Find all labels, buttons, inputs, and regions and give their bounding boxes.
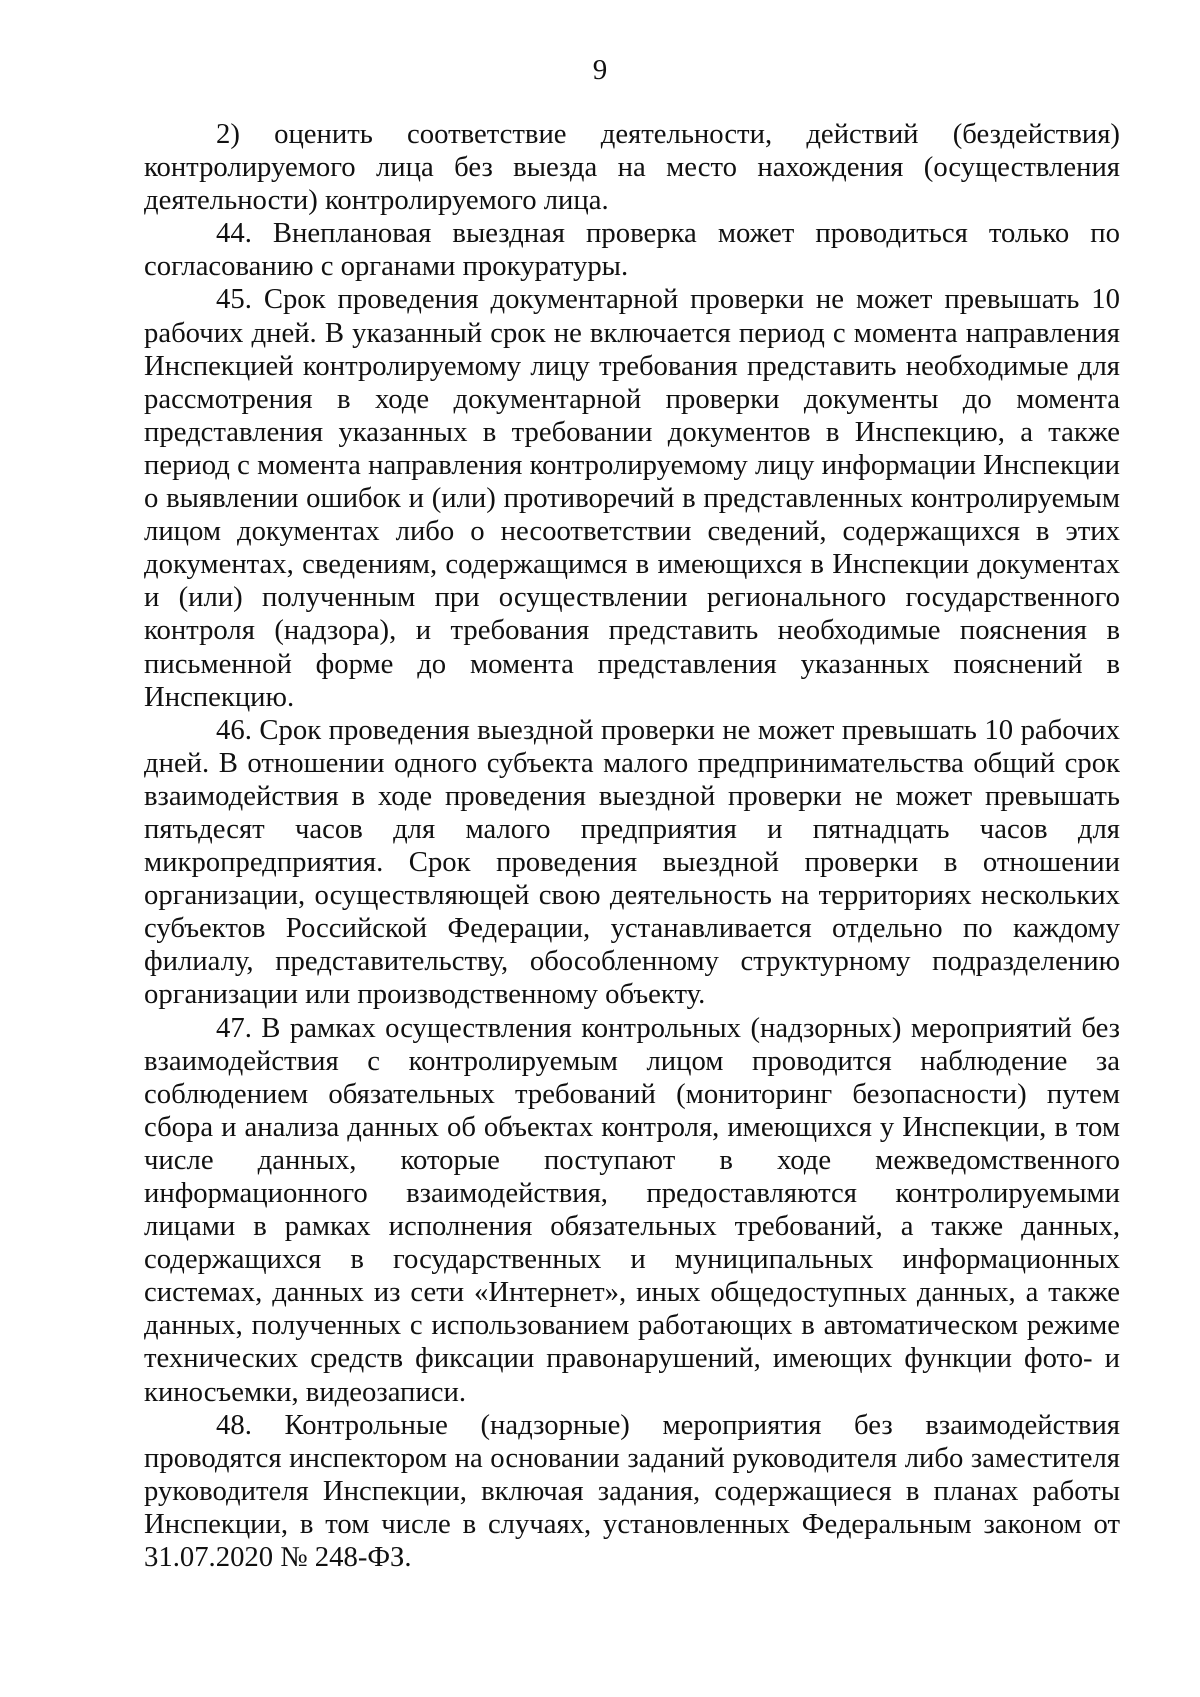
paragraph-item-2: 2) оценить соответствие деятельности, действий (бездействия) контролируемого лица без выезда на место нахождения (осуществления деятельности) контролируемого лица. [144, 118, 1120, 217]
paragraph-47: 47. В рамках осуществления контрольных (надзорных) мероприятий без взаимодействия с контролируемым лицом проводится наблюдение за соблюдением обязательных требований (мониторинг безопасности) путем сбора и анализа данных об объектах контроля, имеющихся у Инспекции, в том числе данных, которые поступают в ходе межведомственного информационного взаимодействия, предоставляются контролируемыми лицами в рамках исполнения обязательных требований, а также данных, содержащихся в государственных и муниципальных информационных системах, данных из сети «Интернет», иных общедоступных данных, а также данных, полученных с использованием работающих в автоматическом режиме технических средств фиксации правонарушений, имеющих функции фото- и киносъемки, видеозаписи. [144, 1011, 1120, 1408]
paragraph-48: 48. Контрольные (надзорные) мероприятия без взаимодействия проводятся инспектором на основании заданий руководителя либо заместителя руководителя Инспекции, включая задания, содержащиеся в планах работы Инспекции, в том числе в случаях, установленных Федеральным законом от 31.07.2020 № 248-ФЗ. [144, 1408, 1120, 1574]
paragraph-44: 44. Внеплановая выездная проверка может проводиться только по согласованию с органами прокуратуры. [144, 217, 1120, 283]
document-body [144, 118, 1120, 1574]
paragraph-45: 45. Срок проведения документарной проверки не может превышать 10 рабочих дней. В указанный срок не включается период с момента направления Инспекцией контролируемому лицу требования представить необходимые для рассмотрения в ходе документарной проверки документы до момента представления указанных в требовании документов в Инспекцию, а также период с момента направления контролируемому лицу информации Инспекции о выявлении ошибок и (или) противоречий в представленных контролируемым лицом документах либо о несоответствии сведений, содержащихся в этих документах, сведениям, содержащимся в имеющихся в Инспекции документах и (или) полученным при осуществлении регионального государственного контроля (надзора), и требования представить необходимые пояснения в письменной форме до момента представления указанных пояснений в Инспекцию. [144, 283, 1120, 713]
page-number: 9 [592, 54, 608, 86]
paragraph-46: 46. Срок проведения выездной проверки не может превышать 10 рабочих дней. В отношении одного субъекта малого предпринимательства общий срок взаимодействия в ходе проведения выездной проверки не может превышать пятьдесят часов для малого предприятия и пятнадцать часов для микропредприятия. Срок проведения выездной проверки в отношении организации, осуществляющей свою деятельность на территориях нескольких субъектов Российской Федерации, устанавливается отдельно по каждому филиалу, представительству, обособленному структурному подразделению организации или производственному объекту. [144, 713, 1120, 1011]
